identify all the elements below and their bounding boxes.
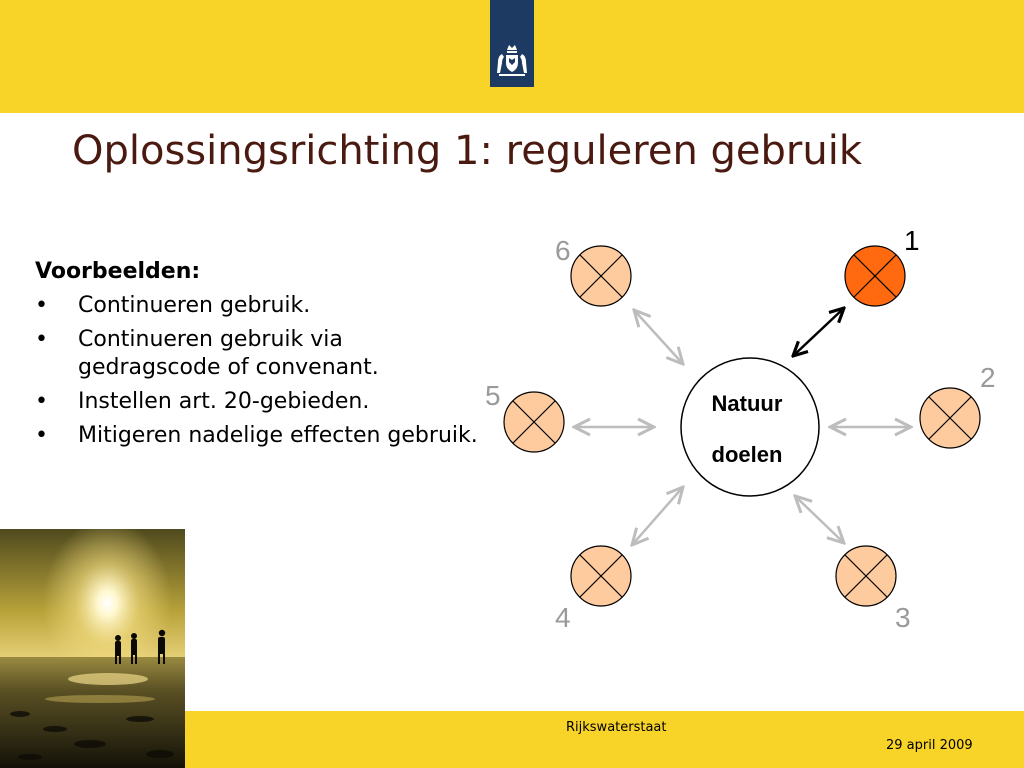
sunset-photo bbox=[0, 529, 185, 768]
page-title: Oplossingsrichting 1: reguleren gebruik bbox=[72, 128, 862, 174]
node-number-1: 1 bbox=[904, 225, 920, 256]
node-number-5: 5 bbox=[485, 380, 501, 411]
arrow-center-node-6 bbox=[634, 310, 683, 364]
node-number-4: 4 bbox=[555, 602, 571, 633]
presentation-date: 29 april 2009 bbox=[886, 738, 973, 753]
node-3 bbox=[836, 546, 896, 606]
node-4 bbox=[571, 546, 631, 606]
center-circle bbox=[681, 358, 819, 496]
bullet: • bbox=[35, 423, 48, 448]
list-item-text: Continueren gebruik via gedragscode of convenant. bbox=[78, 327, 379, 380]
bullet: • bbox=[35, 293, 48, 318]
center-label-line2: doelen bbox=[711, 442, 783, 467]
organization-name: Rijkswaterstaat bbox=[566, 720, 667, 735]
arrow-center-node-1 bbox=[793, 308, 844, 356]
center-label-line1: Natuur bbox=[711, 391, 783, 416]
node-2 bbox=[920, 388, 980, 448]
node-number-6: 6 bbox=[555, 235, 571, 266]
node-6 bbox=[571, 246, 631, 306]
bullet: • bbox=[35, 389, 48, 414]
examples-heading: Voorbeelden: bbox=[35, 259, 201, 284]
node-number-2: 2 bbox=[980, 362, 996, 393]
list-item-text: Instellen art. 20-gebieden. bbox=[78, 389, 370, 414]
list-item-text: Continueren gebruik. bbox=[78, 293, 311, 318]
node-number-3: 3 bbox=[895, 602, 911, 633]
bullet: • bbox=[35, 327, 48, 352]
node-1 bbox=[845, 246, 905, 306]
arrow-center-node-4 bbox=[632, 487, 683, 545]
node-5 bbox=[504, 392, 564, 452]
arrow-center-node-3 bbox=[795, 496, 844, 543]
list-item-text: Mitigeren nadelige effecten gebruik. bbox=[78, 423, 478, 448]
